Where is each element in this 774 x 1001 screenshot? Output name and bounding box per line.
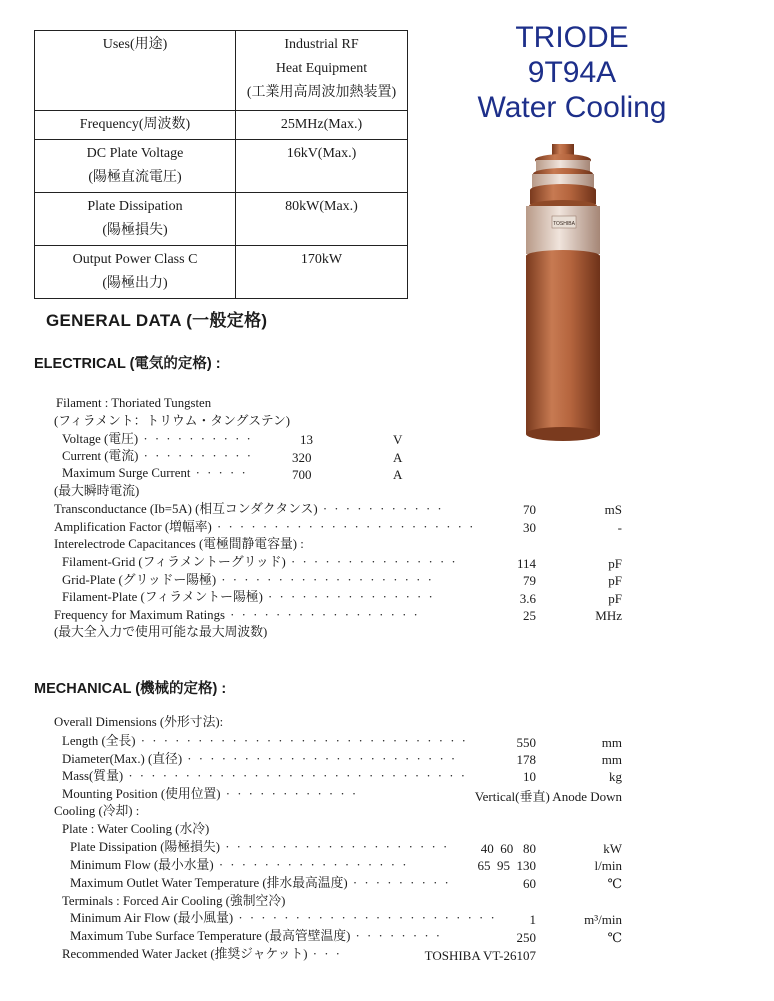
plate-dissipation-unit: kW [603, 841, 622, 856]
general-data-heading: GENERAL DATA (一般定格) [46, 311, 268, 330]
min-flow-value: 65 95 130 [477, 858, 536, 873]
filament-current-unit: A [393, 450, 403, 465]
amplification-value: 30 [523, 520, 536, 535]
max-outlet-unit: ℃ [607, 876, 622, 891]
min-flow-label: Minimum Flow (最小水量) · · · · · · · · · · · · · · · · · [70, 858, 409, 872]
freq-max-value: 25 [523, 608, 536, 623]
filament-voltage-unit: V [393, 432, 403, 447]
fil-plate-value: 3.6 [519, 591, 536, 606]
capacitances-heading: Interelectrode Capacitances (電極間静電容量) : [54, 537, 304, 551]
terminals-heading: Terminals : Forced Air Cooling (強制空冷) [62, 894, 286, 908]
freq-max-label: Frequency for Maximum Ratings · · · · · · · · · · · · · · · · · [54, 608, 420, 622]
filament-current-value: 320 [292, 450, 312, 465]
max-surface-label: Maximum Tube Surface Temperature (最高管壁温度) · · · · · · · · [70, 929, 443, 943]
diameter-unit: mm [601, 752, 622, 767]
plate-dissipation-label: Plate Dissipation (陽極損失) · · · · · · · · · · · · · · · · · · · · [70, 840, 450, 854]
table-cell-value: 16kV(Max.) [236, 140, 408, 193]
filament-current-label: Current (電流) · · · · · · · · · · [62, 449, 254, 463]
amplification-unit: - [617, 520, 622, 535]
max-outlet-value: 60 [523, 876, 536, 891]
jacket-label: Recommended Water Jacket (推奨ジャケット) · · · [62, 947, 342, 961]
mass-unit: kg [609, 769, 622, 784]
title-cooling: Water Cooling [477, 91, 667, 124]
max-surface-unit: ℃ [607, 930, 622, 945]
table-cell-key: Uses(用途) [35, 31, 236, 111]
min-air-label: Minimum Air Flow (最小風量) · · · · · · · · · · · · · · · · · · · · · · · [70, 911, 497, 925]
freq-max-unit: MHz [595, 608, 622, 623]
freq-max-jp: (最大全入力で使用可能な最大周波数) [54, 625, 268, 639]
cooling-heading: Cooling (冷却) : [54, 804, 140, 818]
spec-table [34, 30, 408, 299]
table-cell-key: Output Power Class C (陽極出力) [35, 246, 236, 299]
fil-plate-unit: pF [608, 591, 622, 606]
plate-dissipation-value: 40 60 80 [480, 841, 536, 856]
filament-type: Filament : Thoriated Tungsten [56, 396, 212, 410]
jacket-value: TOSHIBA VT-26107 [424, 948, 536, 963]
min-air-value: 1 [529, 912, 536, 927]
table-row [35, 111, 408, 140]
length-unit: mm [601, 735, 622, 750]
tube-label: TOSHIBA [553, 221, 575, 227]
product-title [456, 20, 688, 125]
filament-voltage-value: 13 [300, 432, 313, 447]
max-outlet-label: Maximum Outlet Water Temperature (排水最高温度) · · · · · · · · · [70, 876, 451, 890]
filament-type-jp: (フィラメント：トリウム・タングステン) [54, 414, 291, 428]
table-row [35, 140, 408, 193]
fil-grid-unit: pF [608, 556, 622, 571]
table-cell-value: 80kW(Max.) [236, 193, 408, 246]
mechanical-heading: MECHANICAL (機械的定格) : [34, 681, 227, 697]
surge-current-unit: A [393, 467, 403, 482]
table-row [35, 246, 408, 299]
title-model: 9T94A [527, 56, 617, 89]
length-value: 550 [516, 735, 536, 750]
table-cell-key: Frequency(周波数) [35, 111, 236, 140]
fil-plate-label: Filament-Plate (フィラメントー陽極) · · · · · · · · · · · · · · · [62, 590, 435, 604]
surge-current-value: 700 [292, 467, 312, 482]
transconductance-value: 70 [523, 502, 536, 517]
grid-plate-unit: pF [608, 573, 622, 588]
table-cell-value: Industrial RF Heat Equipment (工業用高周波加熱装置) [236, 31, 408, 111]
diameter-value: 178 [516, 752, 536, 767]
title-type: TRIODE [515, 21, 629, 54]
electrical-heading: ELECTRICAL (電気的定格) : [34, 356, 221, 372]
table-cell-key: DC Plate Voltage (陽極直流電圧) [35, 140, 236, 193]
mass-value: 10 [523, 769, 536, 784]
table-cell-key: Plate Dissipation (陽極損失) [35, 193, 236, 246]
table-cell-value: 25MHz(Max.) [236, 111, 408, 140]
transconductance-label: Transconductance (Ib=5A) (相互コンダクタンス) · · · · · · · · · · · [54, 502, 444, 516]
length-label: Length (全長) · · · · · · · · · · · · · · · · · · · · · · · · · · · · · [62, 734, 468, 748]
diameter-label: Diameter(Max.) (直径) · · · · · · · · · · · · · · · · · · · · · · · · [62, 752, 458, 766]
fil-grid-label: Filament-Grid (フィラメントーグリッド) · · · · · · · · · · · · · · · [62, 555, 458, 569]
grid-plate-label: Grid-Plate (グリッドー陽極) · · · · · · · · · · · · · · · · · · · [62, 573, 434, 587]
mass-label: Mass(質量) · · · · · · · · · · · · · · · · · · · · · · · · · · · · · · [62, 769, 467, 783]
table-row [35, 31, 408, 111]
surge-current-label: Maximum Surge Current · · · · · [62, 466, 248, 480]
fil-grid-value: 114 [516, 556, 536, 571]
table-row [35, 193, 408, 246]
mounting-value: Vertical(垂直) Anode Down [474, 789, 622, 804]
tube-image [508, 140, 618, 450]
max-surface-value: 250 [516, 930, 536, 945]
dims-heading: Overall Dimensions (外形寸法): [54, 715, 224, 729]
min-air-unit: m³/min [584, 912, 622, 927]
mounting-label: Mounting Position (使用位置) · · · · · · · · · · · · [62, 787, 359, 801]
filament-voltage-label: Voltage (電圧) · · · · · · · · · · [62, 432, 253, 446]
min-flow-unit: l/min [594, 858, 622, 873]
table-cell-value: 170kW [236, 246, 408, 299]
transconductance-unit: mS [604, 502, 622, 517]
grid-plate-value: 79 [523, 573, 536, 588]
plate-cooling-heading: Plate : Water Cooling (水冷) [62, 822, 210, 836]
surge-current-jp: (最大瞬時電流) [54, 484, 140, 498]
amplification-label: Amplification Factor (増幅率) · · · · · · · · · · · · · · · · · · · · · · · [54, 520, 476, 534]
